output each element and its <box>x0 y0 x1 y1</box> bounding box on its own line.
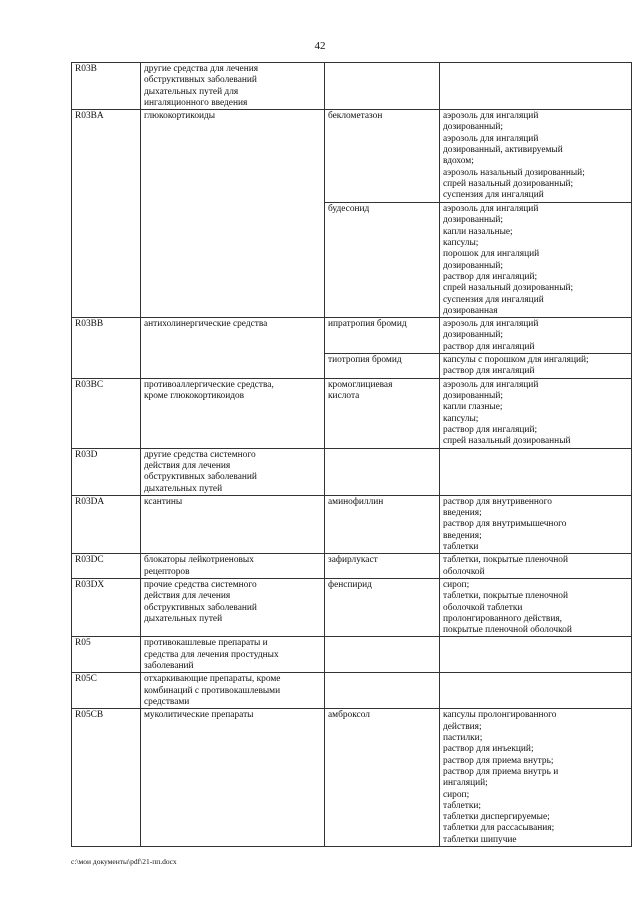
atc-code-cell: R03DC <box>72 554 141 579</box>
table-row <box>72 448 632 495</box>
drug-name-cell: аминофиллин <box>325 495 440 553</box>
drug-name-cell: беклометазон <box>325 110 440 203</box>
table-row <box>72 709 632 847</box>
atc-code-cell: R03BC <box>72 378 141 448</box>
footer-file-path: c:\мои документы\pdf\21-пп.docx <box>71 857 177 866</box>
table-row <box>72 554 632 579</box>
dosage-forms-cell: аэрозоль для ингаляций дозированный; капли глазные; капсулы; раствор для ингаляций; спрей назальный дозированный <box>440 378 632 448</box>
dosage-forms-cell <box>440 637 632 673</box>
drug-group-cell: отхаркивающие препараты, кроме комбинаций с противокашлевыми средствами <box>141 673 325 709</box>
drug-name-cell: фенспирид <box>325 578 440 636</box>
drug-name-cell <box>325 63 440 110</box>
table-row <box>72 578 632 636</box>
atc-code-cell: R05CB <box>72 709 141 847</box>
atc-code-cell: R03DA <box>72 495 141 553</box>
atc-code-cell: R03BB <box>72 318 141 378</box>
drug-name-cell: зафирлукаст <box>325 554 440 579</box>
drug-group-cell: противоаллергические средства, кроме глюкокортикоидов <box>141 378 325 448</box>
page-number: 42 <box>314 40 326 52</box>
dosage-forms-cell: аэрозоль для ингаляций дозированный; аэрозоль для ингаляций дозированный, активируемый вдохом; аэрозоль назальный дозированный; спрей назальный дозированный; суспензия для ингаляций <box>440 110 632 203</box>
atc-code-cell: R03BA <box>72 110 141 318</box>
dosage-forms-cell <box>440 673 632 709</box>
atc-code-cell: R03DX <box>72 578 141 636</box>
drug-classification-table <box>71 62 632 847</box>
drug-name-cell: будесонид <box>325 203 440 318</box>
atc-code-cell: R03D <box>72 448 141 495</box>
dosage-forms-cell <box>440 448 632 495</box>
table-row <box>72 673 632 709</box>
drug-name-cell: ипратропия бромид <box>325 318 440 354</box>
drug-group-cell: глюкокортикоиды <box>141 110 325 318</box>
drug-group-cell: блокаторы лейкотриеновых рецепторов <box>141 554 325 579</box>
table-row <box>72 495 632 553</box>
atc-code-cell: R05C <box>72 673 141 709</box>
atc-code-cell: R03B <box>72 63 141 110</box>
dosage-forms-cell: аэрозоль для ингаляций дозированный; раствор для ингаляций <box>440 318 632 354</box>
table-row <box>72 378 632 448</box>
drug-group-cell: муколитические препараты <box>141 709 325 847</box>
drug-name-cell <box>325 637 440 673</box>
dosage-forms-cell: сироп; таблетки, покрытые пленочной оболочкой таблетки пролонгированного действия, покрытые пленочной оболочкой <box>440 578 632 636</box>
table-row <box>72 637 632 673</box>
atc-code-cell: R05 <box>72 637 141 673</box>
drug-group-cell: другие средства системного действия для лечения обструктивных заболеваний дыхательных путей <box>141 448 325 495</box>
dosage-forms-cell: капсулы с порошком для ингаляций; раствор для ингаляций <box>440 354 632 379</box>
table-row <box>72 110 632 203</box>
dosage-forms-cell: капсулы пролонгированного действия; пастилки; раствор для инъекций; раствор для приема внутрь; раствор для приема внутрь и ингаляций; сироп; таблетки; таблетки диспергируемые; таблетки для рассасывания; таблетки шипучие <box>440 709 632 847</box>
dosage-forms-cell: аэрозоль для ингаляций дозированный; капли назальные; капсулы; порошок для ингаляций дозированный; раствор для ингаляций; спрей назальный дозированный; суспензия для ингаляций дозированная <box>440 203 632 318</box>
drug-group-cell: другие средства для лечения обструктивных заболеваний дыхательных путей для ингаляционного введения <box>141 63 325 110</box>
dosage-forms-cell: раствор для внутривенного введения; раствор для внутримышечного введения; таблетки <box>440 495 632 553</box>
table-row <box>72 318 632 354</box>
drug-name-cell: амброксол <box>325 709 440 847</box>
drug-name-cell: кромоглициевая кислота <box>325 378 440 448</box>
dosage-forms-cell: таблетки, покрытые пленочной оболочкой <box>440 554 632 579</box>
drug-name-cell <box>325 673 440 709</box>
drug-group-cell: антихолинергические средства <box>141 318 325 378</box>
drug-group-cell: ксантины <box>141 495 325 553</box>
drug-name-cell <box>325 448 440 495</box>
drug-group-cell: противокашлевые препараты и средства для лечения простудных заболеваний <box>141 637 325 673</box>
drug-group-cell: прочие средства системного действия для лечения обструктивных заболеваний дыхательных путей <box>141 578 325 636</box>
drug-name-cell: тиотропия бромид <box>325 354 440 379</box>
dosage-forms-cell <box>440 63 632 110</box>
table-row <box>72 63 632 110</box>
